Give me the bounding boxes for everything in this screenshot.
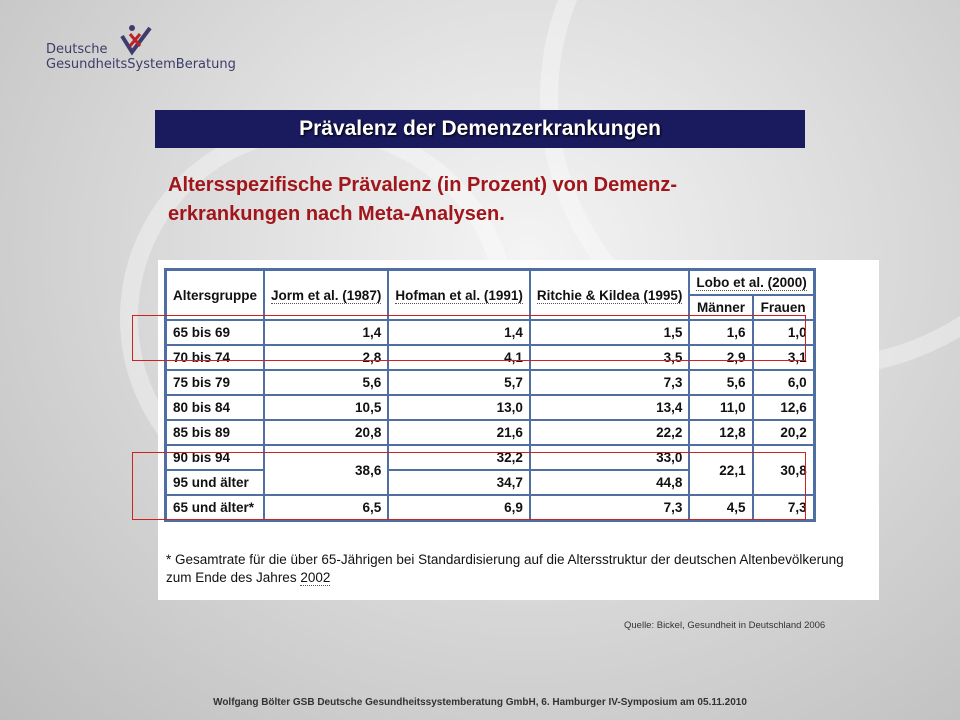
gsb-logo-mark-icon	[120, 24, 154, 56]
cell-ritchie: 44,8	[530, 470, 690, 495]
cell-jorm: 10,5	[264, 395, 388, 420]
footnote-text: * Gesamtrate für die über 65-Jährigen bei Standardisierung auf die Altersstruktur der deutschen Altenbevölkerung zum Ende des Jahres	[166, 552, 844, 585]
cell-women: 1,0	[753, 320, 815, 345]
table-row	[166, 420, 815, 445]
cell-men: 2,9	[689, 345, 752, 370]
footer: Wolfgang Bölter GSB Deutsche Gesundheitssystemberatung GmbH, 6. Hamburger IV-Symposium am 05.11.2010	[213, 697, 747, 708]
cell-ritchie: 7,3	[530, 495, 690, 521]
header-jorm	[264, 270, 388, 321]
cell-jorm: 20,8	[264, 420, 388, 445]
cell-ritchie: 3,5	[530, 345, 690, 370]
header-lobo	[689, 270, 814, 296]
cell-age: 70 bis 74	[166, 345, 265, 370]
table-header-row	[166, 270, 815, 296]
cell-hofman: 5,7	[388, 370, 530, 395]
logo-line-2: GesundheitsSystemBeratung	[46, 57, 236, 72]
cell-hofman: 13,0	[388, 395, 530, 420]
cell-ritchie: 13,4	[530, 395, 690, 420]
footnote-year: 2002	[300, 570, 331, 585]
header-jorm-label: Jorm et al. (1987)	[271, 287, 382, 303]
table-footnote	[166, 551, 871, 587]
cell-jorm: 6,5	[264, 495, 388, 521]
cell-jorm: 2,8	[264, 345, 388, 370]
logo-line-1: Deutsche	[46, 42, 108, 57]
cell-age: 95 und älter	[166, 470, 265, 495]
cell-ritchie: 1,5	[530, 320, 690, 345]
cell-hofman: 34,7	[388, 470, 530, 495]
cell-women: 7,3	[753, 495, 815, 521]
cell-age: 80 bis 84	[166, 395, 265, 420]
table-row	[166, 395, 815, 420]
cell-hofman: 4,1	[388, 345, 530, 370]
header-ritchie-label: Ritchie & Kildea (1995)	[536, 287, 683, 303]
cell-ritchie: 33,0	[530, 445, 690, 470]
cell-women: 6,0	[753, 370, 815, 395]
cell-women: 3,1	[753, 345, 815, 370]
cell-ritchie: 22,2	[530, 420, 690, 445]
cell-jorm: 1,4	[264, 320, 388, 345]
cell-men: 22,1	[689, 445, 752, 495]
cell-age: 75 bis 79	[166, 370, 265, 395]
header-hofman-label: Hofman et al. (1991)	[395, 287, 523, 303]
cell-men: 12,8	[689, 420, 752, 445]
cell-men: 5,6	[689, 370, 752, 395]
cell-women: 12,6	[753, 395, 815, 420]
prevalence-table-panel	[158, 260, 879, 600]
header-hofman	[388, 270, 530, 321]
cell-age: 90 bis 94	[166, 445, 265, 470]
header-ritchie	[530, 270, 690, 321]
cell-age: 65 und älter*	[166, 495, 265, 521]
subtitle: Altersspezifische Prävalenz (in Prozent) von Demenz-erkrankungen nach Meta-Analysen.	[168, 174, 678, 225]
header-women: Frauen	[753, 295, 815, 320]
cell-women: 20,2	[753, 420, 815, 445]
table-row	[166, 370, 815, 395]
cell-jorm: 38,6	[264, 445, 388, 495]
highlight-box-bottom	[132, 452, 806, 520]
cell-hofman: 6,9	[388, 495, 530, 521]
cell-men: 4,5	[689, 495, 752, 521]
cell-hofman: 32,2	[388, 445, 530, 470]
cell-hofman: 21,6	[388, 420, 530, 445]
header-men: Männer	[689, 295, 752, 320]
cell-men: 1,6	[689, 320, 752, 345]
page-title: Prävalenz der Demenzerkrankungen	[155, 110, 805, 148]
cell-women: 30,8	[753, 445, 815, 495]
cell-age: 65 bis 69	[166, 320, 265, 345]
source-note: Quelle: Bickel, Gesundheit in Deutschland 2006	[624, 620, 826, 631]
cell-ritchie: 7,3	[530, 370, 690, 395]
header-age-group: Altersgruppe	[166, 270, 265, 321]
cell-hofman: 1,4	[388, 320, 530, 345]
highlight-box-top	[132, 315, 806, 361]
cell-jorm: 5,6	[264, 370, 388, 395]
cell-men: 11,0	[689, 395, 752, 420]
cell-age: 85 bis 89	[166, 420, 265, 445]
header-lobo-label: Lobo et al. (2000)	[696, 275, 807, 290]
